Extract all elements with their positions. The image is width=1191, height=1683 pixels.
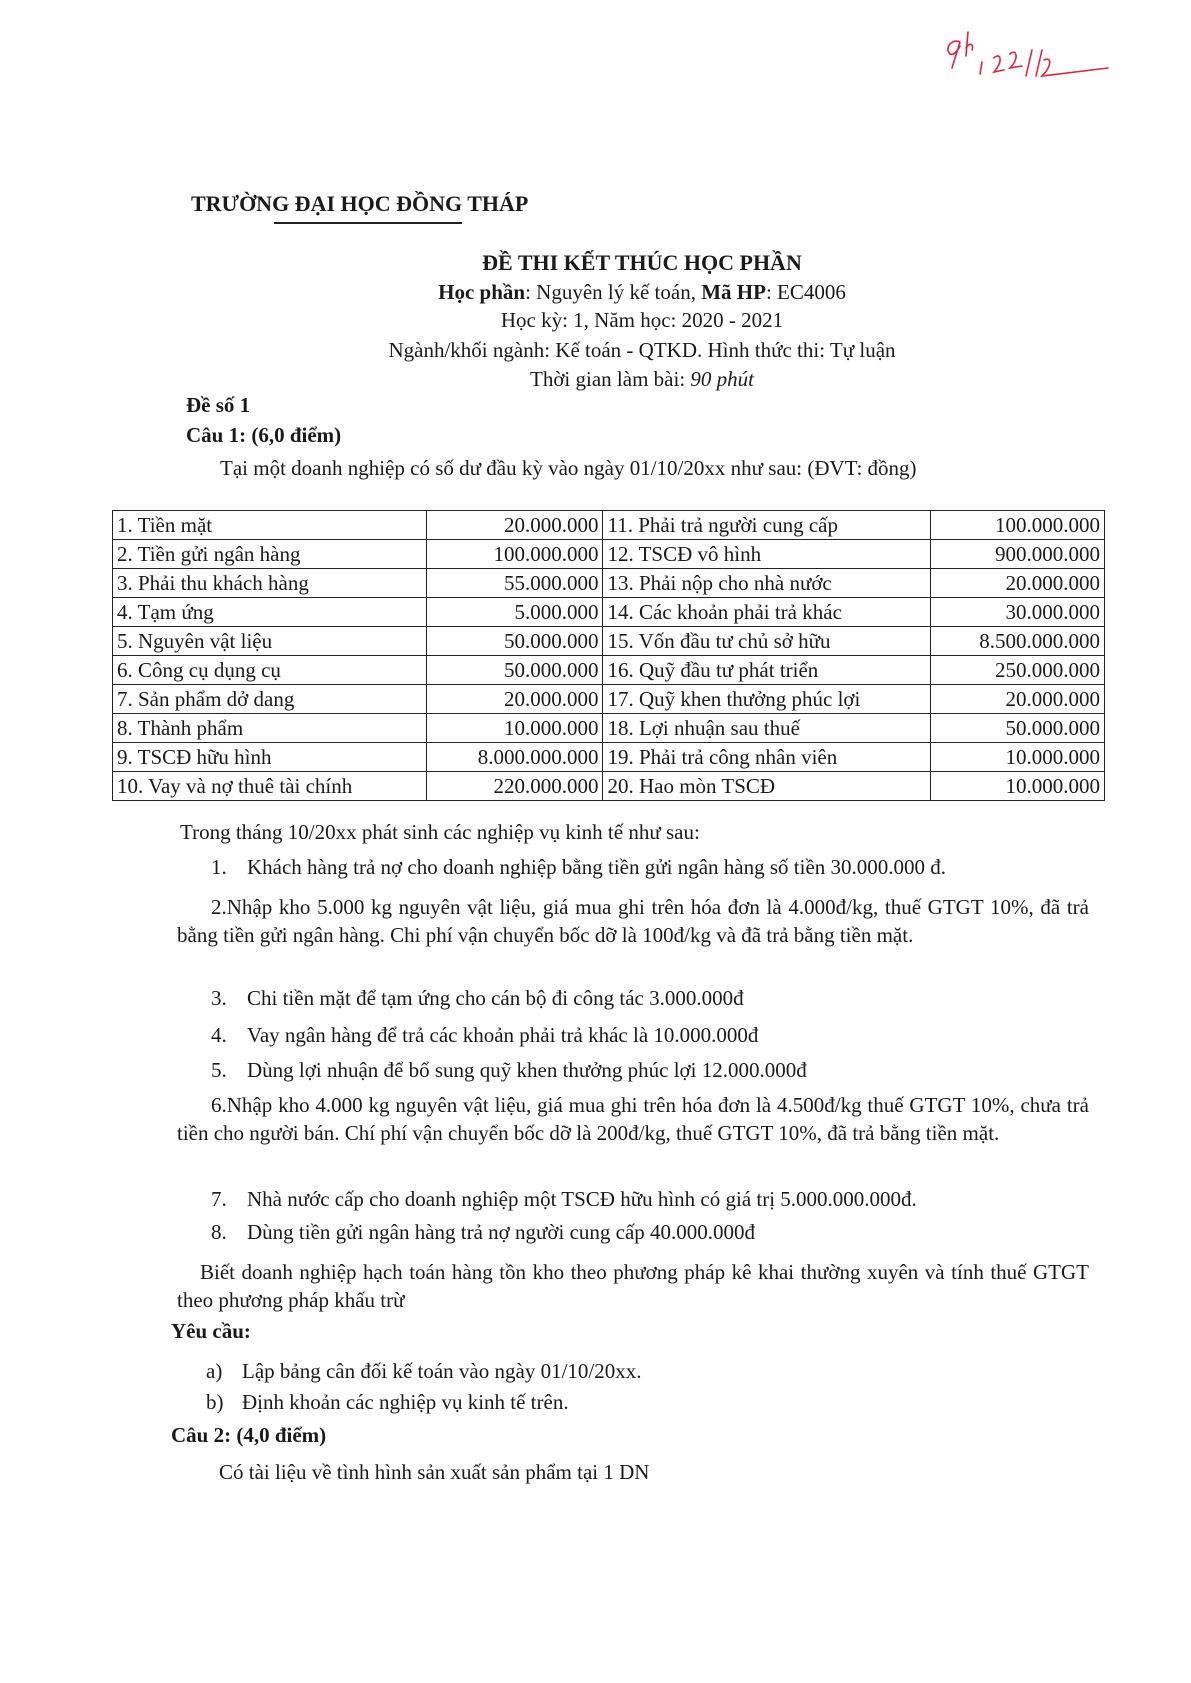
account-name: 2. Tiền gửi ngân hàng <box>113 540 427 569</box>
transaction-number: 7. <box>211 1187 227 1211</box>
account-balance: 10.000.000 <box>931 772 1105 801</box>
account-balance: 20.000.000 <box>931 569 1105 598</box>
transaction-item <box>211 1056 807 1084</box>
opening-balance-table <box>112 510 1105 801</box>
account-balance: 20.000.000 <box>426 685 603 714</box>
transaction-item <box>211 1218 755 1246</box>
account-balance: 50.000.000 <box>426 627 603 656</box>
table-row <box>113 540 1105 569</box>
transaction-number: 4. <box>211 1023 227 1047</box>
transaction-text: Khách hàng trả nợ cho doanh nghiệp bằng tiền gửi ngân hàng số tiền 30.000.000 đ. <box>247 855 947 879</box>
account-balance: 10.000.000 <box>426 714 603 743</box>
table-row <box>113 685 1105 714</box>
transaction-text: Dùng lợi nhuận để bổ sung quỹ khen thưởng phúc lợi 12.000.000đ <box>247 1058 807 1082</box>
exam-number: Đề số 1 <box>186 393 251 417</box>
account-name: 1. Tiền mặt <box>113 511 427 540</box>
transaction-number: 5. <box>211 1058 227 1082</box>
handwritten-signature <box>930 20 1110 90</box>
major-line: Ngành/khối ngành: Kế toán - QTKD. Hình thức thi: Tự luận <box>388 338 896 362</box>
table-row <box>113 511 1105 540</box>
account-name: 4. Tạm ứng <box>113 598 427 627</box>
account-balance: 50.000.000 <box>931 714 1105 743</box>
transaction-item <box>177 1091 1089 1147</box>
account-name: 11. Phải trả người cung cấp <box>603 511 931 540</box>
transaction-item <box>211 984 744 1012</box>
table-row <box>113 772 1105 801</box>
account-name: 3. Phải thu khách hàng <box>113 569 427 598</box>
transaction-text: Nhà nước cấp cho doanh nghiệp một TSCĐ hữu hình có giá trị 5.000.000.000đ. <box>247 1187 917 1211</box>
transaction-number: 8. <box>211 1220 227 1244</box>
account-name: 18. Lợi nhuận sau thuế <box>603 714 931 743</box>
account-name: 6. Công cụ dụng cụ <box>113 656 427 685</box>
account-balance: 8.000.000.000 <box>426 743 603 772</box>
account-name: 9. TSCĐ hữu hình <box>113 743 427 772</box>
account-name: 8. Thành phẩm <box>113 714 427 743</box>
account-name: 16. Quỹ đầu tư phát triển <box>603 656 931 685</box>
account-name: 13. Phải nộp cho nhà nước <box>603 569 931 598</box>
transaction-text: Dùng tiền gửi ngân hàng trả nợ người cung cấp 40.000.000đ <box>247 1220 756 1244</box>
account-balance: 5.000.000 <box>426 598 603 627</box>
accounting-note: Biết doanh nghiệp hạch toán hàng tồn kho theo phương pháp kê khai thường xuyên và tính thuế GTGT theo phương pháp khấu trừ <box>177 1260 1089 1312</box>
account-balance: 55.000.000 <box>426 569 603 598</box>
account-balance: 900.000.000 <box>931 540 1105 569</box>
account-name: 10. Vay và nợ thuê tài chính <box>113 772 427 801</box>
question-2-title: Câu 2: (4,0 điểm) <box>171 1423 327 1447</box>
transaction-item <box>211 853 946 881</box>
account-balance: 30.000.000 <box>931 598 1105 627</box>
account-balance: 250.000.000 <box>931 656 1105 685</box>
requirement-b: b) Định khoản các nghiệp vụ kinh tế trên. <box>206 1390 569 1414</box>
table-row <box>113 714 1105 743</box>
question-1-intro: Tại một doanh nghiệp có số dư đầu kỳ vào ngày 01/10/20xx như sau: (ĐVT: đồng) <box>220 456 917 480</box>
time-line: Thời gian làm bài: 90 phút <box>530 367 754 391</box>
transaction-text: Chi tiền mặt để tạm ứng cho cán bộ đi công tác 3.000.000đ <box>247 986 744 1010</box>
account-name: 19. Phải trả công nhân viên <box>603 743 931 772</box>
transaction-number: 2. <box>211 895 227 919</box>
question-2-intro: Có tài liệu về tình hình sản xuất sản phẩm tại 1 DN <box>219 1460 650 1484</box>
semester-line: Học kỳ: 1, Năm học: 2020 - 2021 <box>500 308 784 332</box>
account-balance: 100.000.000 <box>426 540 603 569</box>
requirements-title: Yêu cầu: <box>171 1319 251 1343</box>
school-underline <box>274 222 462 224</box>
transaction-text: Nhập kho 5.000 kg nguyên vật liệu, giá mua ghi trên hóa đơn là 4.000đ/kg, thuế GTGT 10%, đã trả bằng tiền gửi ngân hàng. Chi phí vận chuyển bốc dỡ là 100đ/kg và đã trả bằng tiền mặt. <box>177 895 1089 947</box>
account-name: 20. Hao mòn TSCĐ <box>603 772 931 801</box>
school-name: TRƯỜNG ĐẠI HỌC ĐỒNG THÁP <box>191 191 529 216</box>
transaction-item <box>211 1021 758 1049</box>
transaction-number: 1. <box>211 855 227 879</box>
table-row <box>113 743 1105 772</box>
account-name: 7. Sản phẩm dở dang <box>113 685 427 714</box>
table-row <box>113 598 1105 627</box>
account-balance: 8.500.000.000 <box>931 627 1105 656</box>
transaction-number: 3. <box>211 986 227 1010</box>
transaction-item <box>177 893 1089 949</box>
account-balance: 50.000.000 <box>426 656 603 685</box>
account-name: 17. Quỹ khen thưởng phúc lợi <box>603 685 931 714</box>
requirement-a: a) Lập bảng cân đối kế toán vào ngày 01/10/20xx. <box>206 1359 642 1383</box>
transaction-item <box>211 1185 917 1213</box>
account-balance: 20.000.000 <box>931 685 1105 714</box>
account-name: 12. TSCĐ vô hình <box>603 540 931 569</box>
course-line: Học phần: Nguyên lý kế toán, Mã HP: EC4006 <box>438 280 846 304</box>
transactions-intro: Trong tháng 10/20xx phát sinh các nghiệp vụ kinh tế như sau: <box>180 820 700 844</box>
table-row <box>113 569 1105 598</box>
account-balance: 10.000.000 <box>931 743 1105 772</box>
transaction-text: Vay ngân hàng để trả các khoản phải trả khác là 10.000.000đ <box>247 1023 759 1047</box>
exam-title: ĐỀ THI KẾT THÚC HỌC PHẦN <box>482 250 802 275</box>
account-name: 14. Các khoản phải trả khác <box>603 598 931 627</box>
table-row <box>113 656 1105 685</box>
account-name: 15. Vốn đầu tư chủ sở hữu <box>603 627 931 656</box>
transaction-number: 6. <box>211 1093 227 1117</box>
account-balance: 220.000.000 <box>426 772 603 801</box>
table-row <box>113 627 1105 656</box>
account-name: 5. Nguyên vật liệu <box>113 627 427 656</box>
account-balance: 20.000.000 <box>426 511 603 540</box>
question-1-title: Câu 1: (6,0 điểm) <box>186 423 342 447</box>
transaction-text: Nhập kho 4.000 kg nguyên vật liệu, giá mua ghi trên hóa đơn là 4.500đ/kg thuế GTGT 10%, chưa trả tiền cho người bán. Chí phí vận chuyển bốc dỡ là 200đ/kg, thuế GTGT 10%, đã trả bằng tiền mặt. <box>177 1093 1089 1145</box>
account-balance: 100.000.000 <box>931 511 1105 540</box>
